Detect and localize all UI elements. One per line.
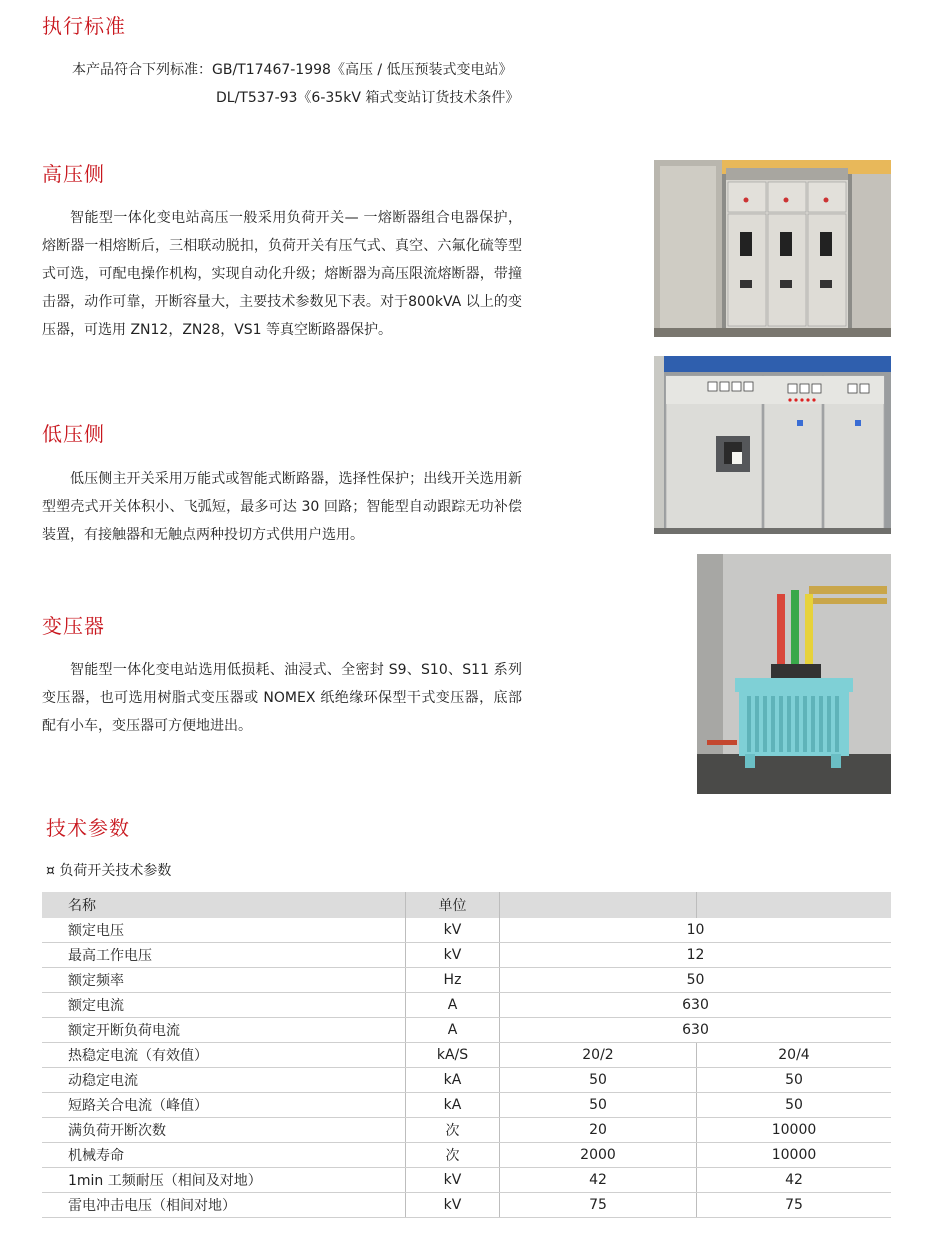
- param-value-cell: 10: [500, 918, 892, 943]
- param-unit-cell: A: [406, 993, 500, 1018]
- table-row: [42, 1093, 891, 1118]
- param-value-cell: 630: [500, 993, 892, 1018]
- param-value-cell: 50: [500, 968, 892, 993]
- param-unit-cell: kV: [406, 1193, 500, 1218]
- param-value-2-cell: 20/4: [697, 1043, 892, 1068]
- table-row: [42, 968, 891, 993]
- param-value-2-cell: 50: [697, 1068, 892, 1093]
- param-name-cell: 机械寿命: [42, 1143, 406, 1168]
- header-value-1: [500, 892, 697, 918]
- param-value-2-cell: 10000: [697, 1143, 892, 1168]
- table-row: [42, 1068, 891, 1093]
- param-name-cell: 最高工作电压: [42, 943, 406, 968]
- param-name-cell: 满负荷开断次数: [42, 1118, 406, 1143]
- param-value-1-cell: 75: [500, 1193, 697, 1218]
- standard-line-2: DL/T537-93《6-35kV 箱式变站订货技术条件》: [216, 90, 520, 106]
- param-unit-cell: kV: [406, 1168, 500, 1193]
- header-name: 名称: [42, 892, 406, 918]
- tech-heading: 技术参数: [46, 816, 130, 840]
- param-name-cell: 短路关合电流（峰值）: [42, 1093, 406, 1118]
- table-row: [42, 943, 891, 968]
- param-name-cell: 额定频率: [42, 968, 406, 993]
- param-unit-cell: kV: [406, 918, 500, 943]
- standard-heading: 执行标准: [42, 14, 126, 38]
- header-value-2: [697, 892, 892, 918]
- table-row: [42, 1043, 891, 1068]
- table-row: [42, 993, 891, 1018]
- param-value-2-cell: 42: [697, 1168, 892, 1193]
- param-unit-cell: A: [406, 1018, 500, 1043]
- lv-heading: 低压侧: [42, 422, 105, 446]
- param-value-1-cell: 20: [500, 1118, 697, 1143]
- table-row: [42, 1168, 891, 1193]
- param-value-2-cell: 75: [697, 1193, 892, 1218]
- param-name-cell: 额定开断负荷电流: [42, 1018, 406, 1043]
- load-switch-spec-table: [42, 892, 891, 1218]
- table-header-row: [42, 892, 891, 918]
- param-name-cell: 额定电流: [42, 993, 406, 1018]
- table-row: [42, 1018, 891, 1043]
- transformer-photo: [697, 554, 891, 794]
- standard-line-1: 本产品符合下列标准：GB/T17467-1998《高压 / 低压预装式变电站》: [72, 62, 513, 78]
- param-name-cell: 1min 工频耐压（相间及对地）: [42, 1168, 406, 1193]
- param-value-cell: 12: [500, 943, 892, 968]
- transformer-heading: 变压器: [42, 614, 105, 638]
- param-value-1-cell: 20/2: [500, 1043, 697, 1068]
- lv-switchgear-photo: [654, 356, 891, 534]
- param-unit-cell: kA: [406, 1093, 500, 1118]
- param-value-2-cell: 50: [697, 1093, 892, 1118]
- param-name-cell: 额定电压: [42, 918, 406, 943]
- param-value-2-cell: 10000: [697, 1118, 892, 1143]
- table-row: [42, 1118, 891, 1143]
- param-unit-cell: Hz: [406, 968, 500, 993]
- param-unit-cell: kA: [406, 1068, 500, 1093]
- param-name-cell: 雷电冲击电压（相间对地）: [42, 1193, 406, 1218]
- param-name-cell: 热稳定电流（有效值）: [42, 1043, 406, 1068]
- hv-paragraph: 智能型一体化变电站高压一般采用负荷开关— 一熔断器组合电器保护，熔断器一相熔断后，三相联动脱扣，负荷开关有压气式、真空、六氟化硫等型式可选，可配电操作机构，实现自动化升级；熔断器为高压限流熔断器，带撞击器，动作可靠，开断容量大，主要技术参数见下表。对于800kVA 以上的变压器，可选用 ZN12，ZN28，VS1 等真空断路器保护。: [42, 210, 522, 338]
- param-unit-cell: kA/S: [406, 1043, 500, 1068]
- header-unit: 单位: [406, 892, 500, 918]
- table-row: [42, 918, 891, 943]
- table-row: [42, 1193, 891, 1218]
- hv-heading: 高压侧: [42, 162, 105, 186]
- param-value-1-cell: 42: [500, 1168, 697, 1193]
- param-unit-cell: 次: [406, 1118, 500, 1143]
- lv-paragraph: 低压侧主开关采用万能式或智能式断路器，选择性保护；出线开关选用新型塑壳式开关体积小、飞弧短，最多可达 30 回路；智能型自动跟踪无功补偿装置，有接触器和无触点两种投切方式供用户选用。: [42, 471, 522, 543]
- transformer-paragraph: 智能型一体化变电站选用低损耗、油浸式、全密封 S9、S10、S11 系列变压器，也可选用树脂式变压器或 NOMEX 纸绝缘环保型干式变压器，底部配有小车，变压器可方便地进出。: [42, 662, 522, 734]
- param-value-1-cell: 50: [500, 1093, 697, 1118]
- param-unit-cell: 次: [406, 1143, 500, 1168]
- param-name-cell: 动稳定电流: [42, 1068, 406, 1093]
- param-value-1-cell: 2000: [500, 1143, 697, 1168]
- param-unit-cell: kV: [406, 943, 500, 968]
- load-switch-subtitle: ¤ 负荷开关技术参数: [46, 863, 172, 879]
- param-value-cell: 630: [500, 1018, 892, 1043]
- hv-switchgear-photo: [654, 160, 891, 337]
- table-row: [42, 1143, 891, 1168]
- param-value-1-cell: 50: [500, 1068, 697, 1093]
